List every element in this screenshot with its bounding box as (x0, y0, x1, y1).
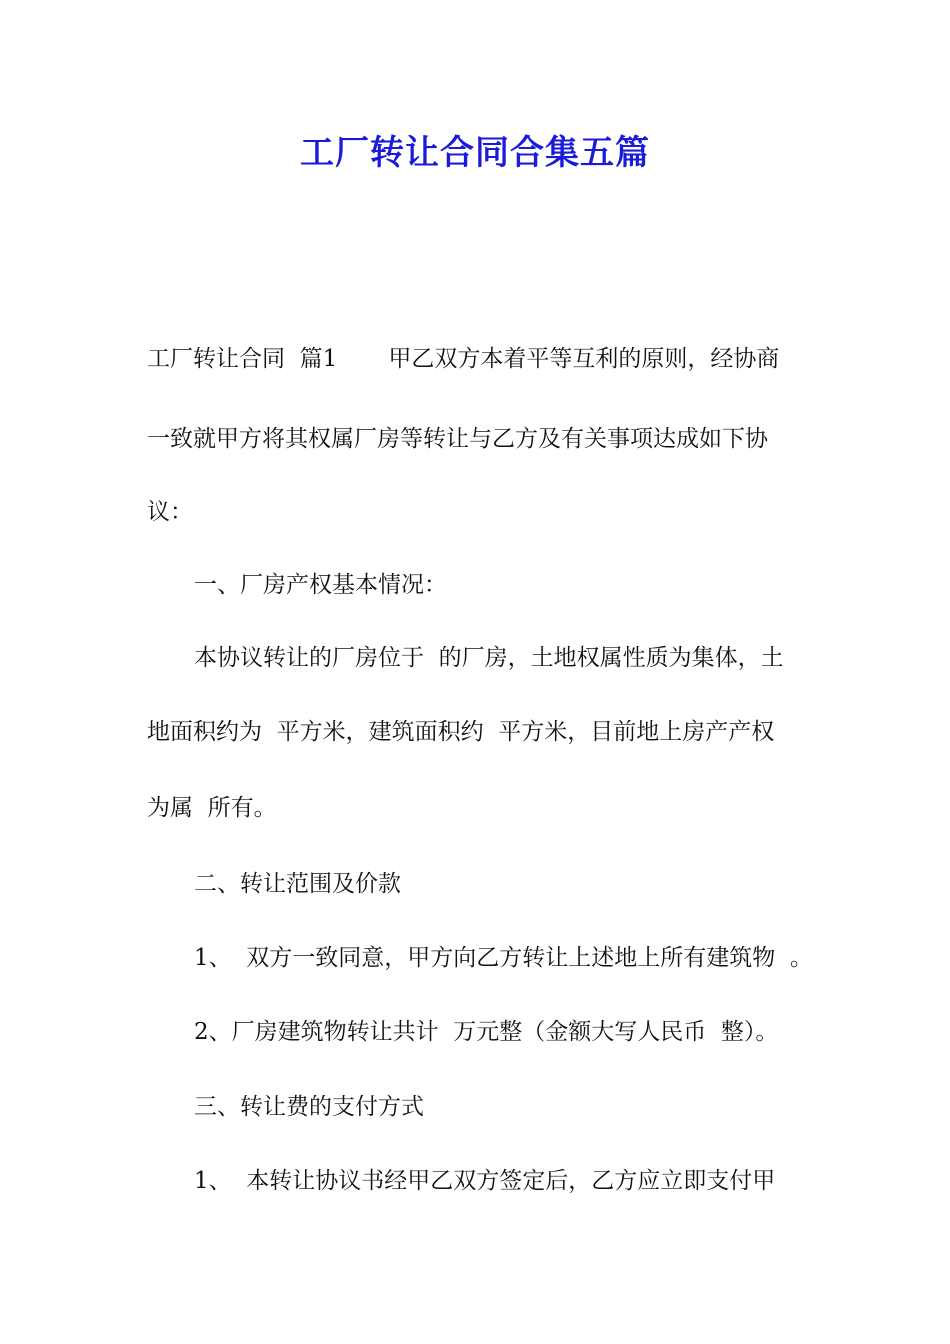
section-heading: 一、厂房产权基本情况： (194, 572, 447, 598)
paragraph-line: 议： (147, 499, 193, 525)
document-title: 工厂转让合同合集五篇 (300, 133, 650, 173)
clause-line: 1、 双方一致同意，甲方向乙方转让上述地上所有建筑物 。 (194, 945, 813, 971)
clause-line: 1、 本转让协议书经甲乙双方签定后，乙方应立即支付甲 (194, 1168, 776, 1194)
section-heading: 二、转让范围及价款 (194, 871, 401, 897)
paragraph-line: 本协议转让的厂房位于 的厂房，土地权属性质为集体，土 (194, 645, 784, 671)
clause-line: 2、厂房建筑物转让共计 万元整（金额大写人民币 整）。 (194, 1019, 779, 1045)
paragraph-line: 为属 所有。 (147, 795, 277, 821)
paragraph-line: 一致就甲方将其权属厂房等转让与乙方及有关事项达成如下协 (147, 426, 768, 452)
paragraph-line: 地面积约为 平方米，建筑面积约 平方米，目前地上房产产权 (147, 719, 775, 745)
section-heading: 三、转让费的支付方式 (194, 1094, 424, 1120)
paragraph-line: 工厂转让合同 篇1 甲乙双方本着平等互利的原则，经协商 (147, 346, 780, 372)
